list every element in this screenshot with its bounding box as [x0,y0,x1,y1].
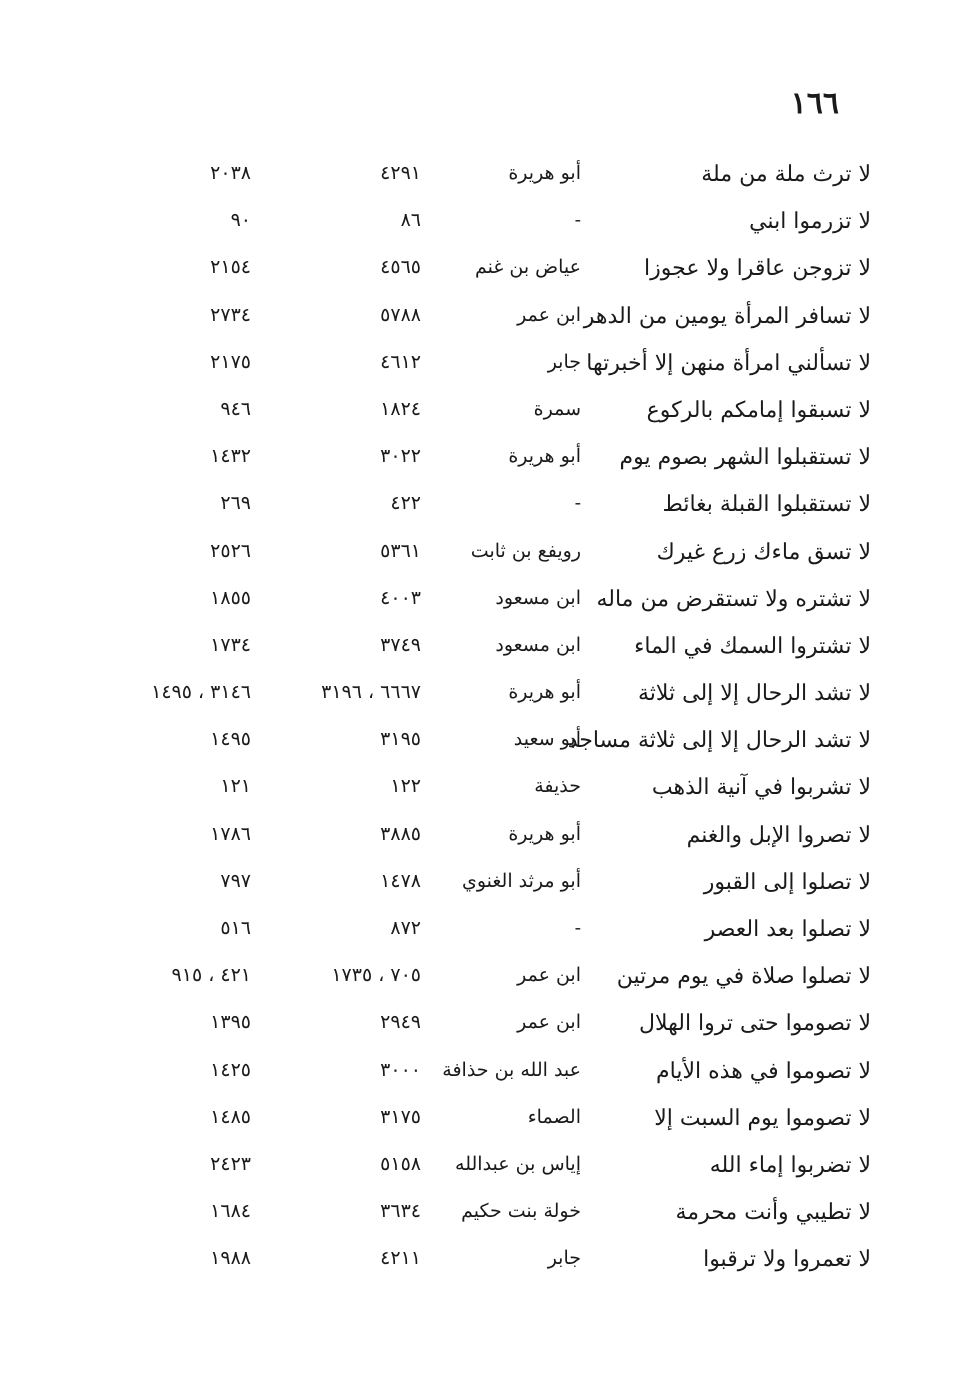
narrator: جابر [547,1247,581,1270]
reference-number-2: ٧٩٧ [220,869,251,892]
reference-number: ٥١٥٨ [380,1152,421,1175]
reference-number: ٣٠٠٠ [380,1058,421,1081]
index-row [0,203,957,250]
index-row [0,392,957,439]
reference-number: ٣٦٣٤ [380,1200,421,1223]
index-row [0,486,957,533]
index-row [0,345,957,392]
reference-number-2: ١٢١ [220,775,251,798]
reference-number-2: ١٧٨٦ [210,822,251,845]
index-row [0,1194,957,1241]
narrator: إياس بن عبدالله [455,1152,581,1175]
narrator: ابن مسعود [495,586,581,609]
reference-number: ٥٧٨٨ [380,303,421,326]
reference-number-2: ١٤٢٥ [210,1058,251,1081]
reference-number: ٨٧٢ [390,917,421,939]
narrator: عياض بن غنم [475,256,581,279]
reference-number-2: ٤٢١ ، ٩١٥ [171,964,251,987]
index-row [0,911,957,958]
narrator: - [574,917,581,939]
index-row [0,1100,957,1147]
hadith-text: لا تصوموا في هذه الأيام [656,1058,871,1084]
hadith-text: لا تصروا الإبل والغنم [686,822,871,848]
reference-number: ١٤٧٨ [380,869,421,892]
reference-number-2: ٢٠٣٨ [210,162,251,184]
narrator: رويفع بن ثابت [470,539,581,562]
index-row [0,534,957,581]
reference-number: ٣١٩٥ [380,728,421,751]
narrator: الصماء [527,1105,581,1128]
index-row [0,864,957,911]
reference-number-2: ٩٤٦ [220,397,251,420]
index-row [0,958,957,1005]
narrator: ابن عمر [517,964,581,987]
reference-number: ٤٥٦٥ [380,256,421,279]
reference-number-2: ١٣٩٥ [210,1011,251,1034]
hadith-text: لا تزوجن عاقرا ولا عجوزا [644,256,871,282]
reference-number: ٣٧٤٩ [380,633,421,656]
hadith-text: لا تستقبلوا الشهر بصوم يوم [619,445,871,471]
hadith-text: لا تشتره ولا تستقرض من ماله [596,586,871,612]
hadith-text: لا تسق ماءك زرع غيرك [656,539,871,565]
reference-number-2: ٢٧٣٤ [210,303,251,326]
hadith-text: لا تستقبلوا القبلة بغائط [662,492,871,518]
narrator: عبد الله بن حذافة [442,1058,581,1081]
reference-number-2: ١٩٨٨ [210,1247,251,1270]
reference-number: ١٨٢٤ [380,397,421,420]
hadith-text: لا تشد الرحال إلا إلى ثلاثة مساجد [567,728,871,754]
index-row [0,1005,957,1052]
hadith-text: لا تشربوا في آنية الذهب [651,775,871,801]
narrator: ابن عمر [517,1011,581,1034]
narrator: أبو سعيد [513,728,581,751]
hadith-text: لا تصلوا صلاة في يوم مرتين [616,964,871,990]
narrator: ابن مسعود [495,633,581,656]
narrator: - [574,492,581,515]
reference-number: ٨٦ [400,209,421,232]
reference-number: ٤٢٩١ [380,162,421,184]
hadith-text: لا تطيبي وأنت محرمة [675,1200,871,1226]
narrator: ابن عمر [517,303,581,326]
reference-number-2: ١٨٥٥ [210,586,251,609]
narrator: أبو هريرة [508,445,581,468]
index-row [0,769,957,816]
index-row [0,156,957,203]
reference-number: ٧٠٥ ، ١٧٣٥ [331,964,421,987]
hadith-text: لا ترث ملة من ملة [701,162,871,187]
reference-number: ٣١٧٥ [380,1105,421,1128]
reference-number-2: ٣١٤٦ ، ١٤٩٥ [151,681,251,704]
hadith-index-table [0,156,957,1289]
index-row [0,439,957,486]
reference-number: ٦٦٦٧ ، ٣١٩٦ [321,681,421,704]
hadith-text: لا تسافر المرأة يومين من الدهر [583,303,871,329]
reference-number: ٢٩٤٩ [380,1011,421,1034]
index-row [0,250,957,297]
index-row [0,1241,957,1288]
reference-number: ٣٠٢٢ [380,445,421,468]
reference-number: ٤٠٠٣ [380,586,421,609]
reference-number: ٤٦١٢ [380,350,421,373]
index-row [0,581,957,628]
hadith-text: لا تزرموا ابني [749,209,871,235]
index-row [0,722,957,769]
index-row [0,817,957,864]
reference-number-2: ١٦٨٤ [210,1200,251,1223]
narrator: سمرة [533,397,581,420]
hadith-text: لا تسألني امرأة منهن إلا أخبرتها [586,350,871,376]
reference-number-2: ٥١٦ [220,917,251,939]
narrator: أبو هريرة [508,822,581,845]
narrator: - [574,209,581,232]
reference-number-2: ٢٤٢٣ [210,1152,251,1175]
hadith-text: لا تصلوا إلى القبور [703,869,871,895]
reference-number-2: ١٤٨٥ [210,1105,251,1128]
hadith-text: لا تصوموا يوم السبت إلا [654,1105,871,1131]
reference-number-2: ١٤٣٢ [210,445,251,468]
hadith-text: لا تصوموا حتى تروا الهلال [639,1011,871,1037]
index-row [0,298,957,345]
narrator: خولة بنت حكيم [461,1200,581,1223]
reference-number: ٣٨٨٥ [380,822,421,845]
narrator: أبو مرثد الغنوي [461,869,581,892]
narrator: أبو هريرة [508,162,581,184]
page-number: ١٦٦ [790,86,839,121]
hadith-text: لا تسبقوا إمامكم بالركوع [646,397,871,423]
reference-number-2: ٢١٧٥ [210,350,251,373]
hadith-text: لا تضربوا إماء الله [709,1152,871,1178]
reference-number-2: ١٧٣٤ [210,633,251,656]
narrator: حذيفة [534,775,581,798]
reference-number: ٥٣٦١ [380,539,421,562]
index-row [0,675,957,722]
hadith-text: لا تشتروا السمك في الماء [634,633,871,659]
index-row [0,1053,957,1100]
reference-number: ٤٢١١ [380,1247,421,1270]
reference-number: ٤٢٢ [390,492,421,515]
reference-number-2: ٢٥٢٦ [210,539,251,562]
reference-number-2: ٩٠ [230,209,251,232]
hadith-text: لا تشد الرحال إلا إلى ثلاثة [637,681,871,707]
reference-number-2: ٢١٥٤ [210,256,251,279]
narrator: أبو هريرة [508,681,581,704]
index-row [0,628,957,675]
index-row [0,1147,957,1194]
reference-number-2: ١٤٩٥ [210,728,251,751]
reference-number: ١٢٢ [390,775,421,798]
hadith-text: لا تصلوا بعد العصر [704,917,871,942]
hadith-text: لا تعمروا ولا ترقبوا [703,1247,871,1273]
reference-number-2: ٢٦٩ [220,492,251,515]
narrator: جابر [547,350,581,373]
